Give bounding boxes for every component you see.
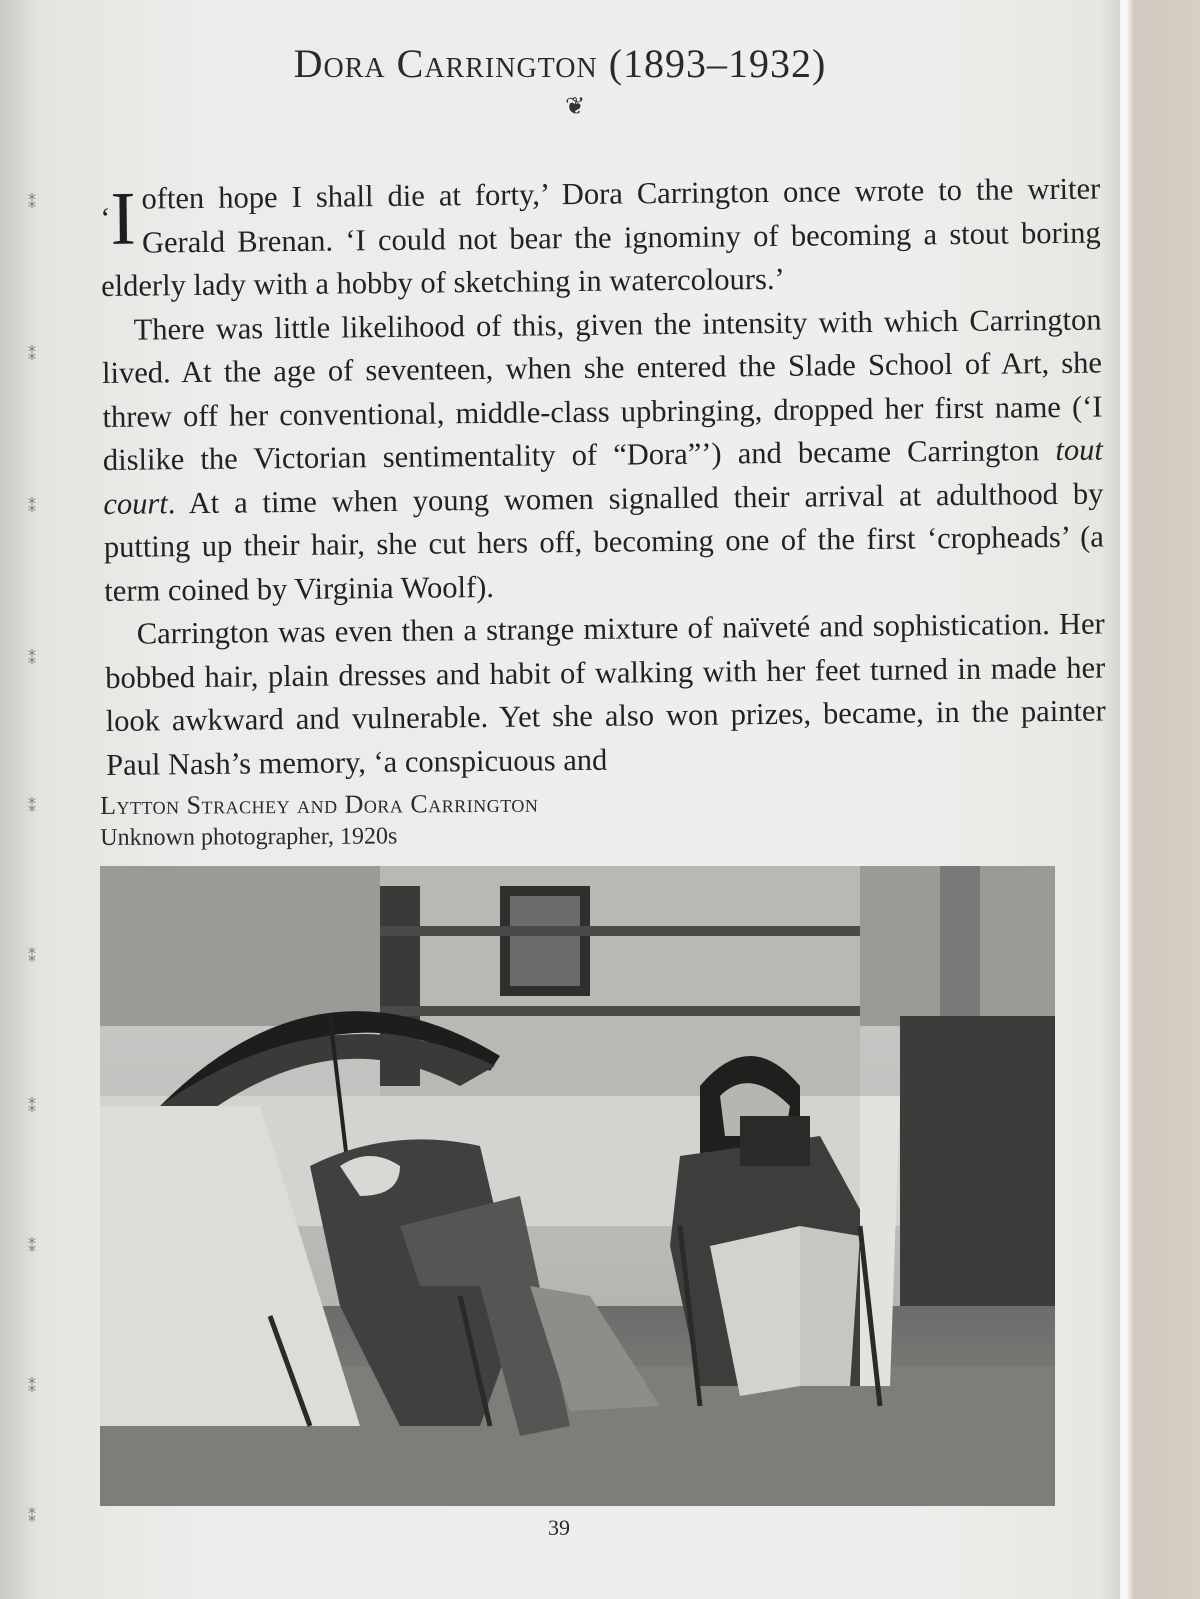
caption-names: Lytton Strachey and Dora Carrington [100, 788, 539, 820]
photo-caption [100, 788, 539, 854]
binding-stitch: ⁑ [28, 797, 36, 816]
next-page-edge [1120, 0, 1200, 1599]
chapter-title: Dora Carrington (1893–1932) [293, 41, 827, 86]
binding-stitch: ⁑ [28, 1507, 36, 1526]
body-text [100, 168, 1106, 787]
page-number: 39 [548, 1515, 570, 1540]
paragraph-2-text-a: There was little likelihood of this, given the intensity with which Carrington lived. At the age of seventeen, when she entered the Slade School of Art, she threw off her conventional, middle-class upbringing, dropped her first name (‘I dislike the Victorian sentimentality of “Dora”’) and became Carrington [101, 302, 1103, 477]
binding-stitch: ⁑ [28, 1237, 36, 1256]
photograph-image [100, 866, 1055, 1506]
paragraph-1-text: often hope I shall die at forty,’ Dora Carrington once wrote to the writer Gerald Brenan. ‘I could not bear the ignominy of becoming a stout boring elderly lady with a hobby of sketching in watercolours.’ [100, 171, 1101, 303]
paragraph-3: Carrington was even then a strange mixture of naïveté and sophistication. Her bobbed hair, plain dresses and habit of walking with her feet turned in made her look awkward and vulnerable. Yet she also won prizes, became, in the painter Paul Nash’s memory, ‘a conspicuous and [105, 606, 1106, 782]
paragraph-1 [100, 168, 1101, 309]
drop-cap [100, 176, 137, 261]
photograph [100, 866, 1055, 1506]
paragraph-2-italic: tout court [103, 432, 1104, 521]
binding-stitch: ⁑ [28, 497, 36, 516]
binding-stitch: ⁑ [28, 649, 36, 668]
binding-stitch: ⁑ [28, 1097, 36, 1116]
drop-cap-quote: ‘ [100, 201, 111, 235]
binding-stitch: ⁑ [28, 193, 36, 212]
binding-stitch: ⁑ [28, 947, 36, 966]
paragraph-2-text-b: . At a time when young women signalled their arrival at adulthood by putting up their hair, she cut hers off, becoming one of the first ‘cropheads’ (a term coined by Virginia Woolf). [103, 476, 1104, 608]
caption-credit: Unknown photographer, 1920s [100, 823, 398, 851]
binding-stitch: ⁑ [28, 1377, 36, 1396]
drop-cap-letter: I [109, 176, 137, 261]
fleuron-ornament-icon: ❦ [565, 92, 586, 120]
binding-stitch: ⁑ [28, 345, 36, 364]
paragraph-2 [101, 298, 1104, 613]
